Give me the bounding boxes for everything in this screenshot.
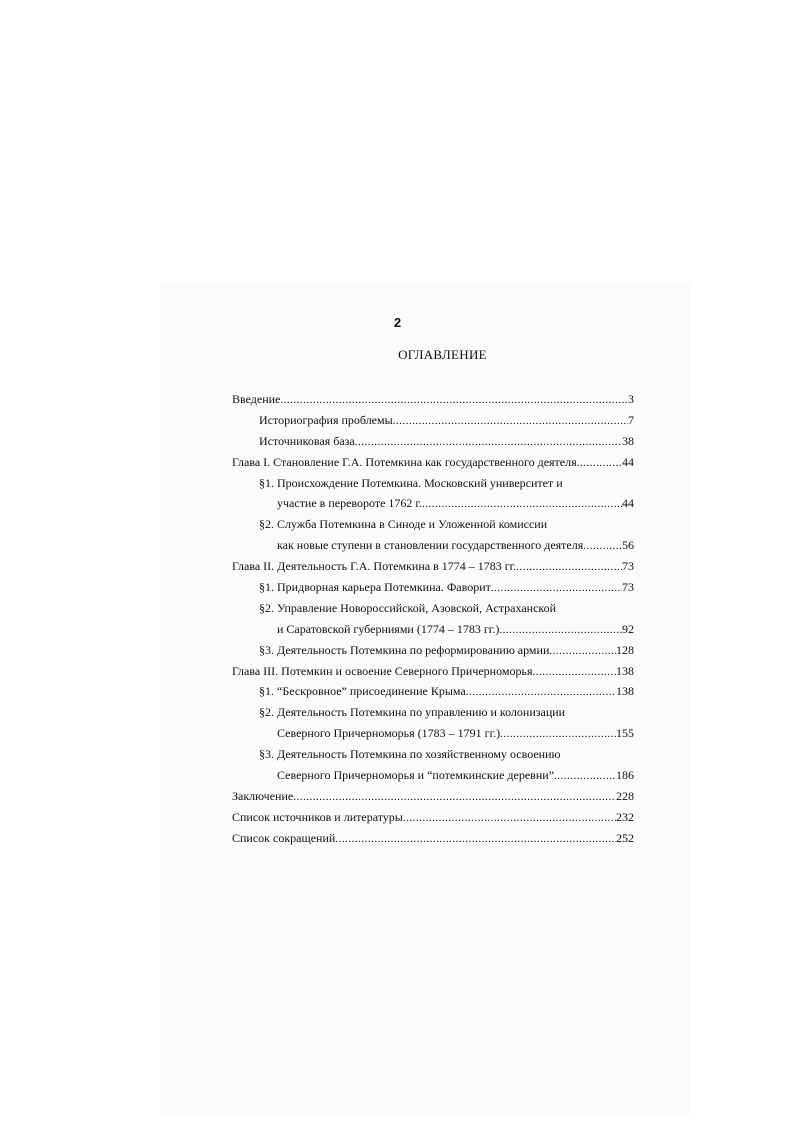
toc-entry-title: §2. Служба Потемкина в Синоде и Уложенной комиссии bbox=[259, 517, 548, 532]
toc-entry bbox=[232, 681, 634, 702]
toc-entry bbox=[232, 807, 634, 828]
toc-entry-title: §1. “Бескровное” присоединение Крыма bbox=[259, 684, 466, 699]
toc-dot-leader bbox=[499, 620, 622, 641]
toc-entry bbox=[232, 640, 634, 661]
toc-dot-leader bbox=[516, 557, 622, 578]
toc-entry bbox=[232, 744, 634, 765]
table-of-contents bbox=[232, 389, 634, 849]
toc-entry-page: 138 bbox=[616, 684, 634, 699]
toc-entry-page: 138 bbox=[616, 663, 634, 678]
toc-entry bbox=[232, 389, 634, 410]
toc-dot-leader bbox=[355, 432, 622, 453]
toc-dot-leader bbox=[403, 808, 616, 829]
toc-entry-title: Список сокращений bbox=[232, 830, 336, 845]
toc-dot-leader bbox=[280, 390, 628, 411]
toc-entry bbox=[232, 556, 634, 577]
toc-entry-page: 44 bbox=[622, 454, 634, 469]
toc-entry bbox=[232, 619, 634, 640]
toc-entry-title: Список источников и литературы bbox=[232, 809, 403, 824]
toc-dot-leader bbox=[393, 411, 628, 432]
toc-dot-leader bbox=[466, 682, 616, 703]
toc-entry bbox=[232, 473, 634, 494]
toc-entry-title: §2. Деятельность Потемкина по управлению и колонизации bbox=[259, 705, 566, 720]
toc-entry-page: 252 bbox=[616, 830, 634, 845]
toc-entry-title: Глава II. Деятельность Г.А. Потемкина в 1774 – 1783 гг. bbox=[232, 559, 517, 574]
toc-entry-title: Глава III. Потемкин и освоение Северного Причерноморья bbox=[232, 663, 533, 678]
toc-entry-title: §3. Деятельность Потемкина по хозяйственному освоению bbox=[259, 747, 561, 762]
toc-entry bbox=[232, 577, 634, 598]
toc-entry bbox=[232, 598, 634, 619]
toc-dot-leader bbox=[500, 724, 616, 745]
toc-dot-leader bbox=[335, 829, 616, 850]
toc-entry-title: §2. Управление Новороссийской, Азовской, Астраханской bbox=[259, 600, 557, 615]
toc-entry-title: Северного Причерноморья (1783 – 1791 гг.) bbox=[277, 726, 501, 741]
toc-entry-title: §1. Происхождение Потемкина. Московский университет и bbox=[259, 475, 563, 490]
toc-entry-page: 73 bbox=[622, 580, 634, 595]
toc-entry-page: 155 bbox=[616, 726, 634, 741]
toc-entry-title: Историография проблемы bbox=[259, 412, 393, 427]
toc-entry bbox=[232, 765, 634, 786]
toc-entry-page: 7 bbox=[628, 412, 634, 427]
toc-entry bbox=[232, 514, 634, 535]
toc-dot-leader bbox=[549, 641, 616, 662]
toc-dot-leader bbox=[293, 787, 616, 808]
toc-dot-leader bbox=[577, 453, 622, 474]
toc-entry-title: §1. Придворная карьера Потемкина. Фаворит bbox=[259, 580, 491, 595]
page-title: ОГЛАВЛЕНИЕ bbox=[398, 347, 487, 362]
toc-entry-title: §3. Деятельность Потемкина по реформированию армии bbox=[259, 642, 550, 657]
toc-entry bbox=[232, 452, 634, 473]
toc-entry bbox=[232, 828, 634, 849]
toc-entry bbox=[232, 661, 634, 682]
toc-dot-leader bbox=[491, 578, 622, 599]
toc-entry bbox=[232, 723, 634, 744]
toc-entry bbox=[232, 410, 634, 431]
toc-entry bbox=[232, 786, 634, 807]
toc-entry bbox=[232, 493, 634, 514]
toc-dot-leader bbox=[422, 494, 622, 515]
toc-entry bbox=[232, 431, 634, 452]
toc-entry-page: 228 bbox=[616, 788, 634, 803]
toc-entry-page: 232 bbox=[616, 809, 634, 824]
toc-entry-page: 128 bbox=[616, 642, 634, 657]
toc-entry-page: 73 bbox=[622, 559, 634, 574]
toc-entry-page: 186 bbox=[616, 768, 634, 783]
toc-dot-leader bbox=[583, 536, 622, 557]
toc-entry-title: Северного Причерноморья и “потемкинские деревни” bbox=[277, 768, 555, 783]
toc-entry-page: 38 bbox=[622, 433, 634, 448]
toc-entry-title: участие в перевороте 1762 г. bbox=[277, 496, 422, 511]
toc-dot-leader bbox=[554, 766, 616, 787]
toc-entry-title: Введение bbox=[232, 392, 281, 406]
toc-entry-title: Источниковая база bbox=[259, 433, 355, 448]
toc-entry-title: как новые ступени в становлении государственного деятеля bbox=[277, 538, 584, 553]
toc-entry-page: 92 bbox=[622, 621, 634, 636]
toc-entry-page: 56 bbox=[622, 538, 634, 553]
toc-entry bbox=[232, 702, 634, 723]
toc-entry-title: Глава I. Становление Г.А. Потемкина как государственного деятеля bbox=[232, 454, 577, 469]
toc-entry-title: и Саратовской губерниями (1774 – 1783 гг.) bbox=[277, 621, 500, 636]
page-number: 2 bbox=[393, 315, 402, 330]
toc-dot-leader bbox=[532, 662, 616, 683]
toc-entry-page: 44 bbox=[622, 496, 634, 511]
toc-entry-title: Заключение bbox=[232, 788, 294, 803]
toc-entry-page: 3 bbox=[628, 392, 634, 406]
toc-entry bbox=[232, 535, 634, 556]
